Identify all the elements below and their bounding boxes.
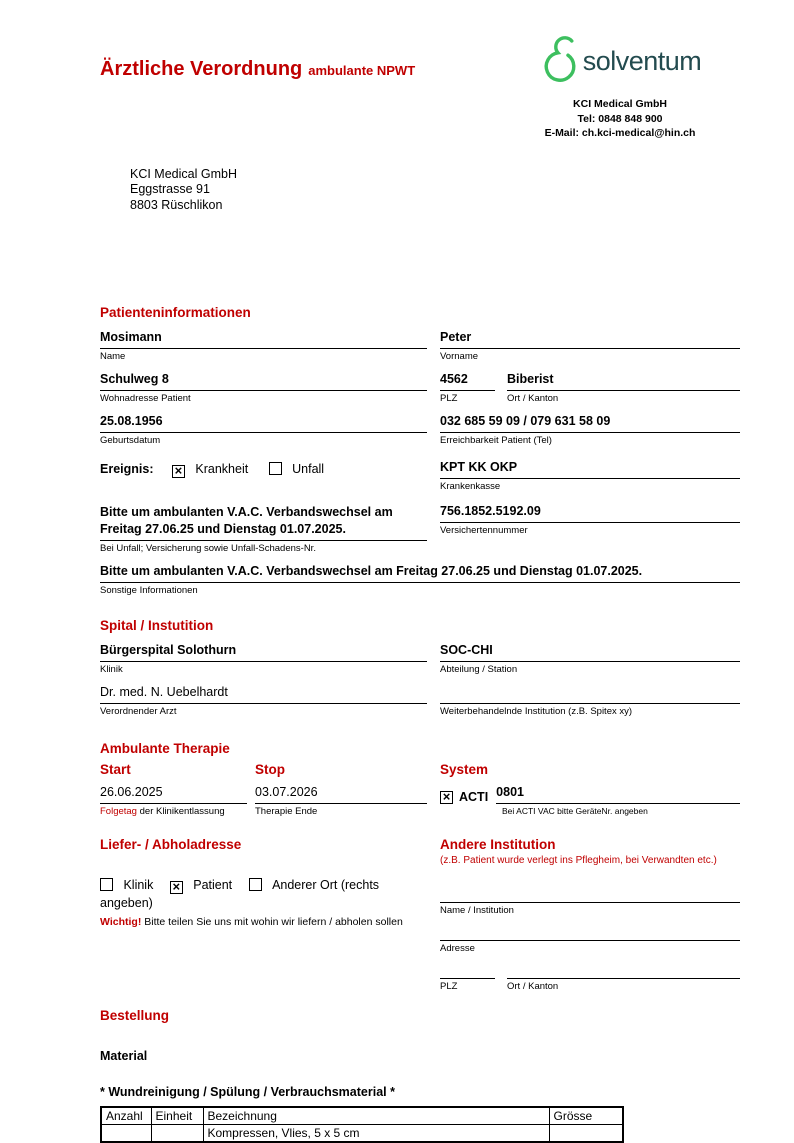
weiterbehandelnd-value[interactable]	[440, 685, 740, 704]
plz-label: PLZ	[440, 393, 458, 404]
ort-label: Ort / Kanton	[507, 393, 559, 404]
ereignis-label: Ereignis:	[100, 462, 154, 476]
contact-block	[500, 97, 740, 141]
field-sonstige	[100, 564, 740, 596]
krankenkasse-value[interactable]: KPT KK OKP	[440, 460, 740, 479]
start-label-red: Folgetag	[100, 806, 137, 817]
table-header-anzahl: Anzahl	[101, 1107, 151, 1125]
page-subtitle: ambulante NPWT	[308, 63, 416, 78]
field-institution-plz-ort	[440, 960, 740, 992]
abteilung-value[interactable]: SOC-CHI	[440, 643, 740, 662]
table-cell-anzahl[interactable]	[101, 1125, 151, 1143]
sender-line-1: KCI Medical GmbH	[130, 166, 237, 181]
field-ort	[507, 372, 740, 404]
header	[100, 34, 740, 141]
section-heading-liefer: Liefer- / Abholadresse	[100, 837, 242, 852]
table-cell-einheit[interactable]	[151, 1125, 203, 1143]
field-row	[100, 460, 740, 492]
field-wohnadresse	[100, 372, 427, 404]
star-line: * Wundreinigung / Spülung / Verbrauchsmaterial *	[100, 1085, 395, 1099]
table-cell-groesse[interactable]	[549, 1125, 623, 1143]
institution-plz-value[interactable]	[440, 960, 495, 979]
liefer-klinik-label: Klinik	[123, 878, 154, 892]
stop-value[interactable]: 03.07.2026	[255, 785, 427, 804]
field-abteilung	[440, 643, 740, 675]
contact-company: KCI Medical GmbH	[573, 98, 667, 110]
liefer-col	[100, 837, 427, 928]
andere-institution-col	[440, 837, 740, 992]
field-plz	[440, 372, 495, 404]
table-cell-bezeichnung[interactable]: Kompressen, Vlies, 5 x 5 cm	[203, 1125, 549, 1143]
ort-value[interactable]: Biberist	[507, 372, 740, 391]
field-krankenkasse	[440, 460, 740, 492]
stop-heading: Stop	[255, 762, 285, 777]
klinik-label: Klinik	[100, 664, 123, 675]
institution-name-label: Name / Institution	[440, 905, 514, 916]
title-block	[100, 58, 415, 81]
field-row	[100, 643, 740, 675]
versichertennummer-value[interactable]: 756.1852.5192.09	[440, 504, 740, 523]
sender-line-3: 8803 Rüschlikon	[130, 197, 223, 212]
field-start	[100, 785, 247, 817]
table-header-row	[101, 1107, 623, 1125]
name-value[interactable]: Mosimann	[100, 330, 427, 349]
geraetenr-value[interactable]: 0801	[496, 785, 740, 804]
field-geburtsdatum	[100, 414, 427, 446]
section-heading-bestellung: Bestellung	[100, 1008, 170, 1023]
field-vorname	[440, 330, 740, 362]
erreichbarkeit-label: Erreichbarkeit Patient (Tel)	[440, 435, 552, 446]
liefer-patient-label: Patient	[193, 878, 233, 892]
unfall-checkbox[interactable]	[269, 462, 282, 475]
liefer-klinik-checkbox[interactable]	[100, 878, 113, 891]
institution-adresse-label: Adresse	[440, 943, 475, 954]
table-header-groesse: Grösse	[549, 1107, 623, 1125]
start-label	[100, 806, 247, 817]
institution-plz-label: PLZ	[440, 981, 458, 992]
liefer-patient-checkbox[interactable]: ×	[170, 881, 183, 894]
arzt-label: Verordnender Arzt	[100, 706, 177, 717]
section-heading-therapie: Ambulante Therapie	[100, 741, 230, 756]
field-name	[100, 330, 427, 362]
field-unfall-info	[100, 504, 427, 554]
andere-institution-caption: (z.B. Patient wurde verlegt ins Pflegheim, bei Verwandten etc.)	[440, 855, 717, 866]
therapie-headings	[100, 762, 740, 777]
geburtsdatum-label: Geburtsdatum	[100, 435, 161, 446]
institution-ort-label: Ort / Kanton	[507, 981, 559, 992]
stop-label: Therapie Ende	[255, 806, 318, 817]
liefer-note-red: Wichtig!	[100, 916, 142, 928]
field-weiterbehandelnd	[440, 685, 740, 717]
field-klinik	[100, 643, 427, 675]
contact-tel: Tel: 0848 848 900	[577, 112, 663, 125]
field-row	[100, 414, 740, 446]
sender-address	[130, 167, 740, 214]
abteilung-label: Abteilung / Station	[440, 664, 518, 675]
liefer-note	[100, 916, 427, 928]
erreichbarkeit-value[interactable]: 032 685 59 09 / 079 631 58 09	[440, 414, 740, 433]
arzt-value[interactable]: Dr. med. N. Uebelhardt	[100, 685, 427, 704]
field-row	[100, 330, 740, 362]
field-plz-ort	[440, 372, 740, 404]
section-heading-andere-institution: Andere Institution	[440, 837, 556, 852]
page-title: Ärztliche Verordnung	[100, 58, 303, 80]
klinik-value[interactable]: Bürgerspital Solothurn	[100, 643, 427, 662]
field-row	[100, 372, 740, 404]
start-heading: Start	[100, 762, 131, 777]
unfall-info-value[interactable]: Bitte um ambulanten V.A.C. Verbandswechsel am Freitag 27.06.25 und Dienstag 01.07.2025.	[100, 504, 427, 541]
table-header-bezeichnung: Bezeichnung	[203, 1107, 549, 1125]
krankheit-label: Krankheit	[195, 462, 249, 476]
liefer-anderer-ort-label: Anderer Ort (rechts angeben)	[100, 878, 380, 910]
liefer-headings	[100, 837, 740, 992]
wohnadresse-value[interactable]: Schulweg 8	[100, 372, 427, 391]
acti-label: ACTI	[459, 790, 489, 804]
system-heading: System	[440, 762, 489, 777]
liefer-checkbox-row	[100, 876, 427, 912]
field-institution-ort	[507, 960, 740, 992]
institution-adresse-value[interactable]	[440, 922, 740, 941]
solventum-wordmark: solventum	[582, 46, 702, 76]
field-row	[100, 504, 740, 554]
sonstige-label: Sonstige Informationen	[100, 585, 198, 596]
field-arzt	[100, 685, 427, 717]
table-row	[101, 1125, 623, 1143]
logo-block	[500, 34, 740, 141]
liefer-note-rest: Bitte teilen Sie uns mit wohin wir liefern / abholen sollen	[141, 916, 403, 928]
sender-line-2: Eggstrasse 91	[130, 182, 210, 196]
versichertennummer-label: Versichertennummer	[440, 525, 528, 536]
field-row	[100, 685, 740, 717]
krankheit-checkbox[interactable]: ×	[172, 465, 185, 478]
vorname-value[interactable]: Peter	[440, 330, 740, 349]
section-heading-spital: Spital / Instutition	[100, 618, 214, 633]
contact-email: E-Mail: ch.kci-medical@hin.ch	[544, 127, 696, 139]
weiterbehandelnd-label: Weiterbehandelnde Institution (z.B. Spitex xy)	[440, 706, 633, 717]
unfall-label: Unfall	[292, 462, 325, 476]
field-institution-name	[440, 884, 740, 916]
table-header-einheit: Einheit	[151, 1107, 203, 1125]
field-stop	[255, 785, 427, 817]
wohnadresse-label: Wohnadresse Patient	[100, 393, 191, 404]
ereignis-group	[100, 460, 427, 478]
liefer-anderer-ort-checkbox[interactable]	[249, 878, 262, 891]
unfall-info-label: Bei Unfall; Versicherung sowie Unfall-Schadens-Nr.	[100, 543, 316, 554]
institution-name-value[interactable]	[440, 884, 740, 903]
institution-ort-value[interactable]	[507, 960, 740, 979]
section-heading-patient: Patienteninformationen	[100, 305, 251, 320]
krankenkasse-label: Krankenkasse	[440, 481, 501, 492]
sonstige-value[interactable]: Bitte um ambulanten V.A.C. Verbandswechsel am Freitag 27.06.25 und Dienstag 01.07.2025.	[100, 564, 740, 583]
field-erreichbarkeit	[440, 414, 740, 446]
field-institution-adresse	[440, 922, 740, 954]
name-label: Name	[100, 351, 126, 362]
start-value[interactable]: 26.06.2025	[100, 785, 247, 804]
system-sub-label: Bei ACTI VAC bitte GeräteNr. angeben	[502, 806, 648, 816]
field-institution-plz	[440, 960, 495, 992]
vorname-label: Vorname	[440, 351, 479, 362]
field-system	[440, 785, 740, 816]
acti-checkbox[interactable]: ×	[440, 791, 453, 804]
geburtsdatum-value[interactable]: 25.08.1956	[100, 414, 427, 433]
plz-value[interactable]: 4562	[440, 372, 495, 391]
material-table	[100, 1106, 624, 1143]
solventum-logo-icon	[539, 34, 577, 89]
material-heading: Material	[100, 1049, 148, 1063]
start-label-rest: der Klinikentlassung	[136, 806, 225, 817]
therapie-values	[100, 785, 740, 817]
field-versichertennummer	[440, 504, 740, 536]
